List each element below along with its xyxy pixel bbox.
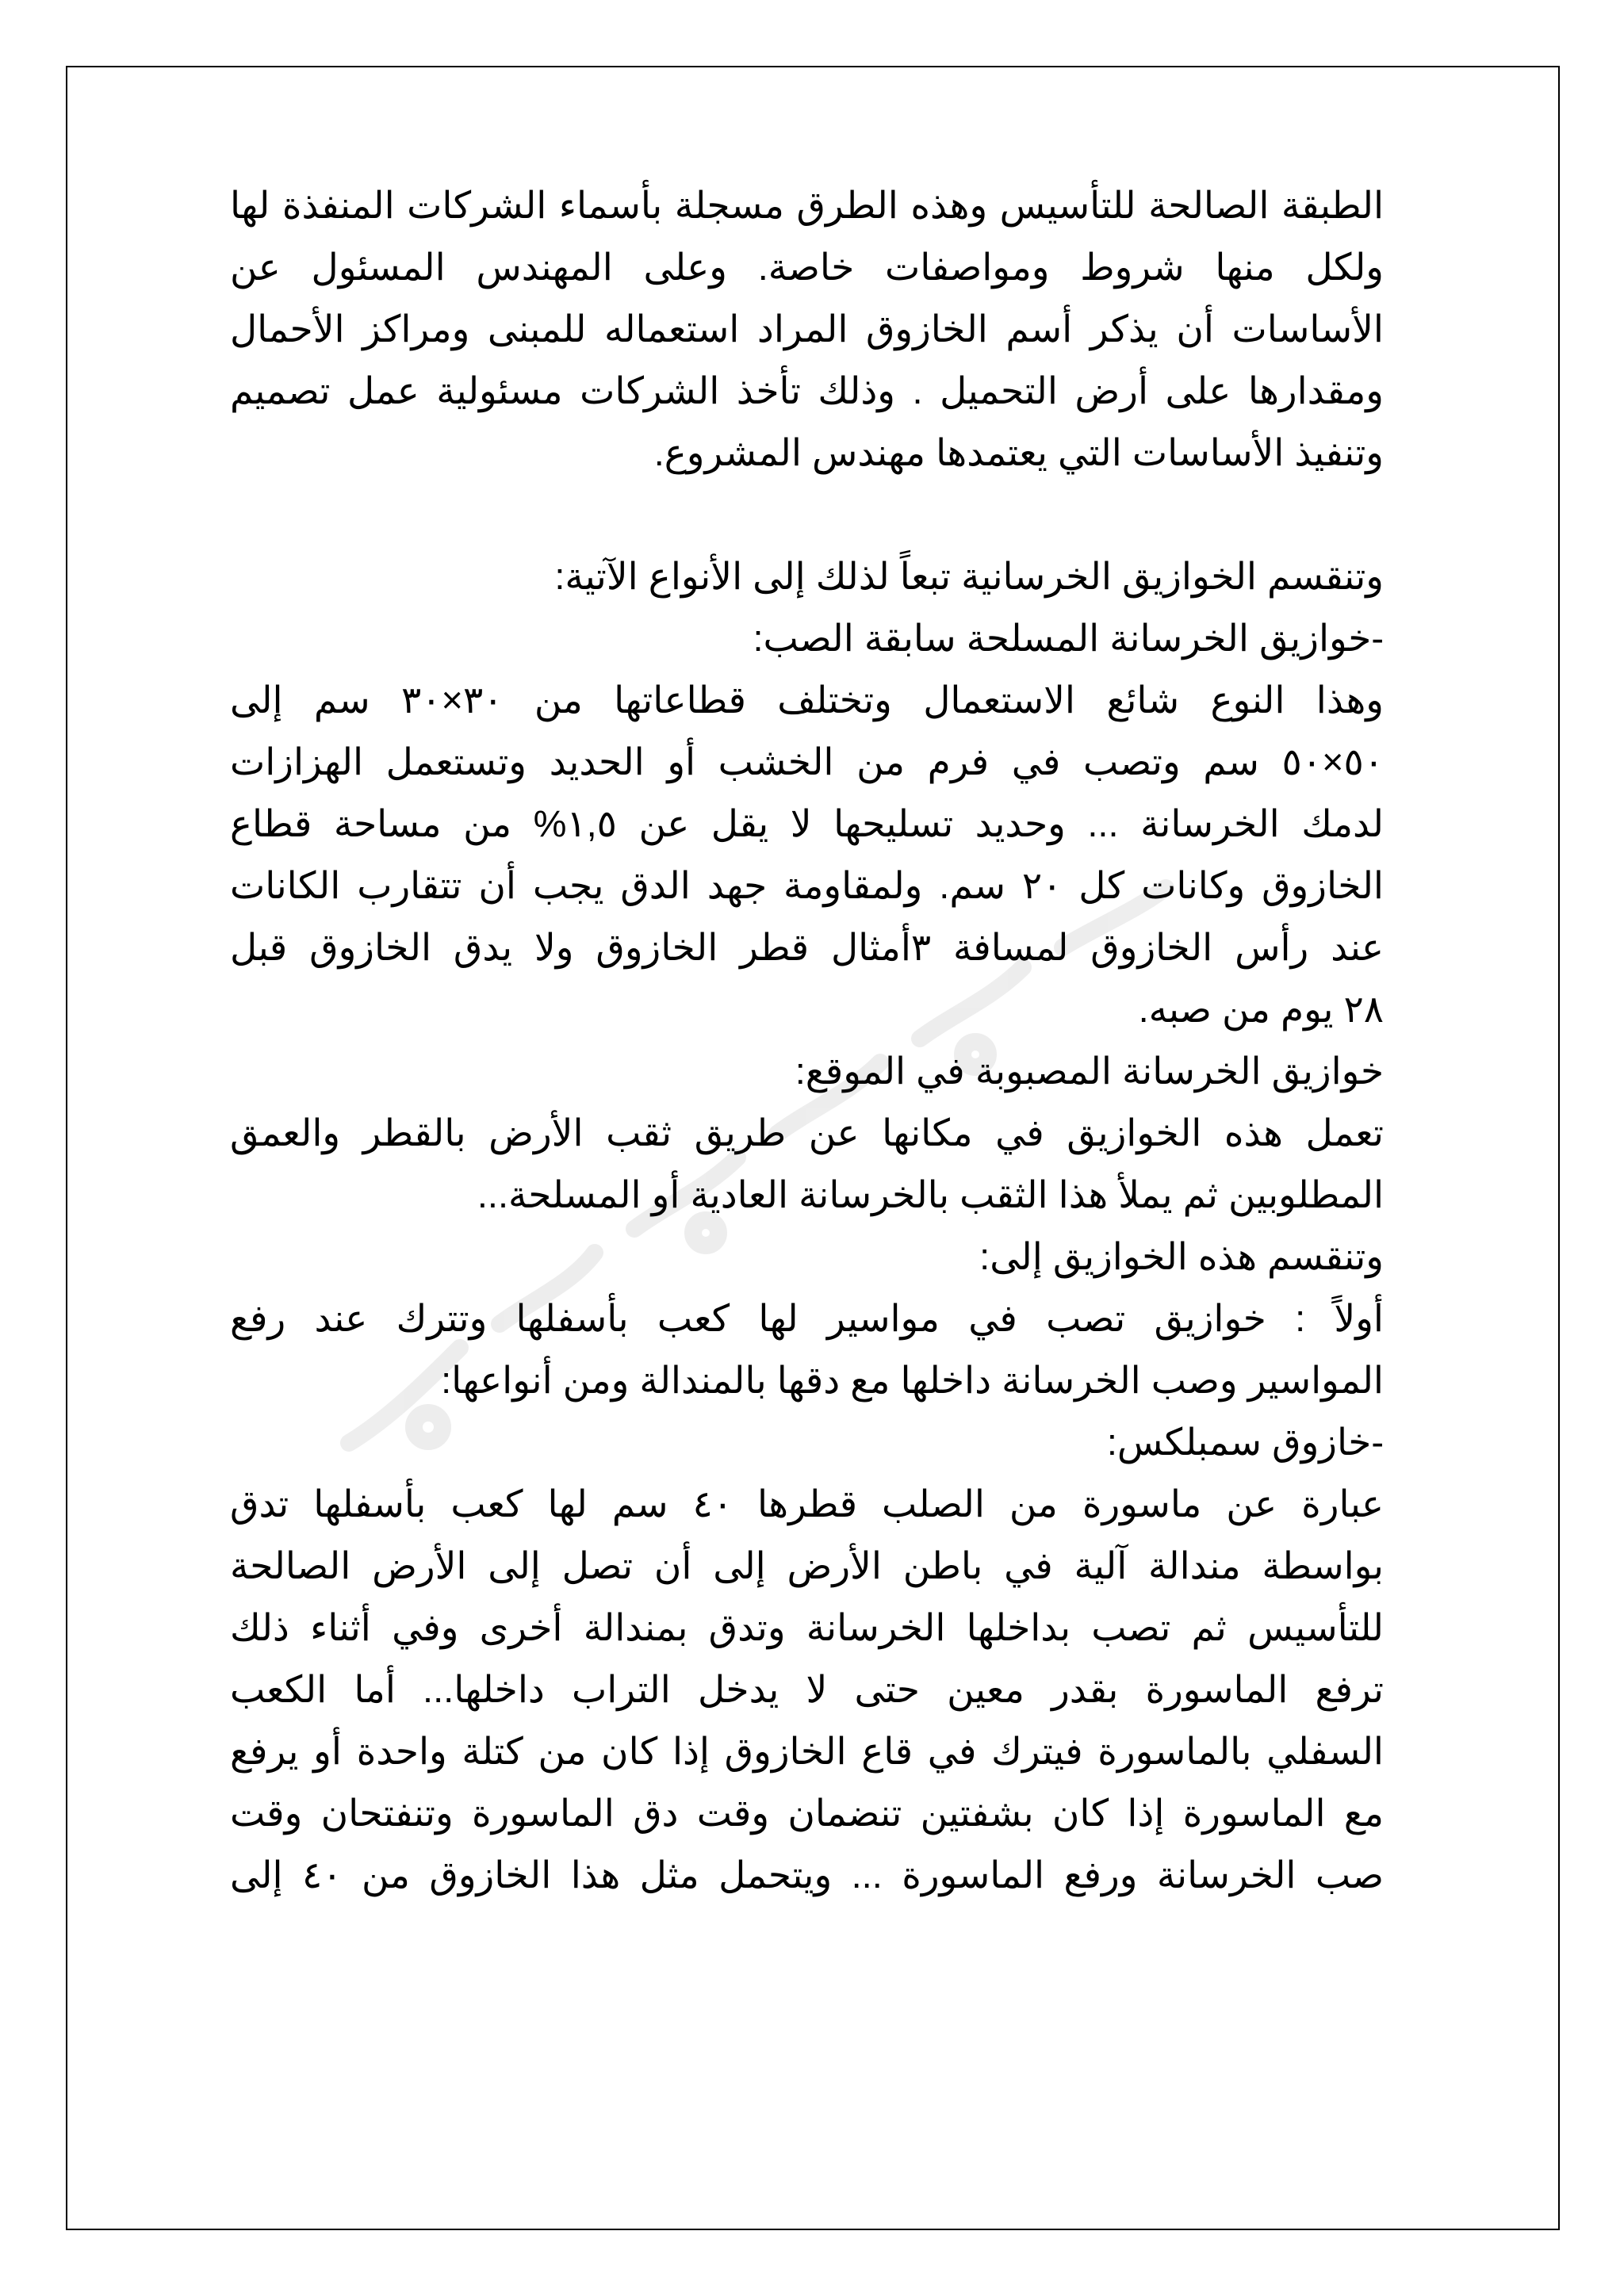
paragraph-1 [230, 174, 1384, 484]
text-line: ٢٨ يوم من صبه. [1138, 988, 1384, 1030]
text-line: عبارة عن ماسورة من الصلب قطرها ٤٠ سم لها كعب بأسفلها تدق [230, 1483, 1384, 1525]
text-line: مع الماسورة إذا كان بشفتين تنضمان وقت دق الماسورة وتنفتحان وقت [230, 1792, 1384, 1834]
text-line: صب الخرسانة ورفع الماسورة ... ويتحمل مثل هذا الخازوق من ٤٠ إلى [230, 1854, 1384, 1896]
paragraph-2 [230, 545, 1384, 1906]
text-line: عند رأس الخازوق لمسافة ٣أمثال قطر الخازوق ولا يدق الخازوق قبل [230, 926, 1384, 968]
text-line: وتنفيذ الأساسات التي يعتمدها مهندس المشروع. [653, 431, 1384, 473]
text-line: ومقدارها على أرض التحميل . وذلك تأخذ الشركات مسئولية عمل تصميم [230, 369, 1384, 411]
heading-line: -خوازيق الخرسانة المسلحة سابقة الصب: [753, 617, 1384, 659]
paragraph-spacer [230, 484, 1384, 545]
text-line: المواسير وصب الخرسانة داخلها مع دقها بالمندالة ومن أنواعها: [441, 1359, 1384, 1401]
text-line: تعمل هذه الخوازيق في مكانها عن طريق ثقب الأرض بالقطر والعمق [230, 1112, 1384, 1154]
text-line: ولكل منها شروط ومواصفات خاصة. وعلى المهندس المسئول عن [230, 246, 1384, 288]
text-line: ترفع الماسورة بقدر معين حتى لا يدخل التراب داخلها... أما الكعب [230, 1668, 1384, 1710]
text-line: المطلوبين ثم يملأ هذا الثقب بالخرسانة العادية أو المسلحة... [477, 1173, 1384, 1215]
text-line: وتنقسم هذه الخوازيق إلى: [979, 1235, 1384, 1277]
document-body [230, 174, 1384, 1906]
text-line: وهذا النوع شائع الاستعمال وتختلف قطاعاتها من ٣٠×٣٠ سم إلى [230, 679, 1384, 721]
text-line: الأساسات أن يذكر أسم الخازوق المراد استعماله للمبنى ومراكز الأحمال [230, 308, 1384, 350]
text-line: الخازوق وكانات كل ٢٠ سم. ولمقاومة جهد الدق يجب أن تتقارب الكانات [230, 864, 1384, 906]
text-line: أولاً : خوازيق تصب في مواسير لها كعب بأسفلها وتترك عند رفع [230, 1297, 1384, 1339]
text-line: وتنقسم الخوازيق الخرسانية تبعاً لذلك إلى الأنواع الآتية: [554, 555, 1384, 597]
text-line: للتأسيس ثم تصب بداخلها الخرسانة وتدق بمندالة أخرى وفي أثناء ذلك [230, 1606, 1384, 1648]
text-line: لدمك الخرسانة ... وحديد تسليحها لا يقل عن ١,٥% من مساحة قطاع [230, 802, 1384, 844]
text-line: الطبقة الصالحة للتأسيس وهذه الطرق مسجلة بأسماء الشركات المنفذة لها [230, 184, 1384, 226]
text-line: ٥٠×٥٠ سم وتصب في فرم من الخشب أو الحديد وتستعمل الهزازات [230, 740, 1384, 783]
heading-line: خوازيق الخرسانة المصبوبة في الموقع: [795, 1050, 1384, 1092]
text-line: السفلي بالماسورة فيترك في قاع الخازوق إذا كان من كتلة واحدة أو يرفع [230, 1730, 1384, 1772]
text-line: بواسطة مندالة آلية في باطن الأرض إلى أن تصل إلى الأرض الصالحة [230, 1544, 1384, 1586]
heading-line: -خازوق سمبلكس: [1106, 1421, 1384, 1463]
